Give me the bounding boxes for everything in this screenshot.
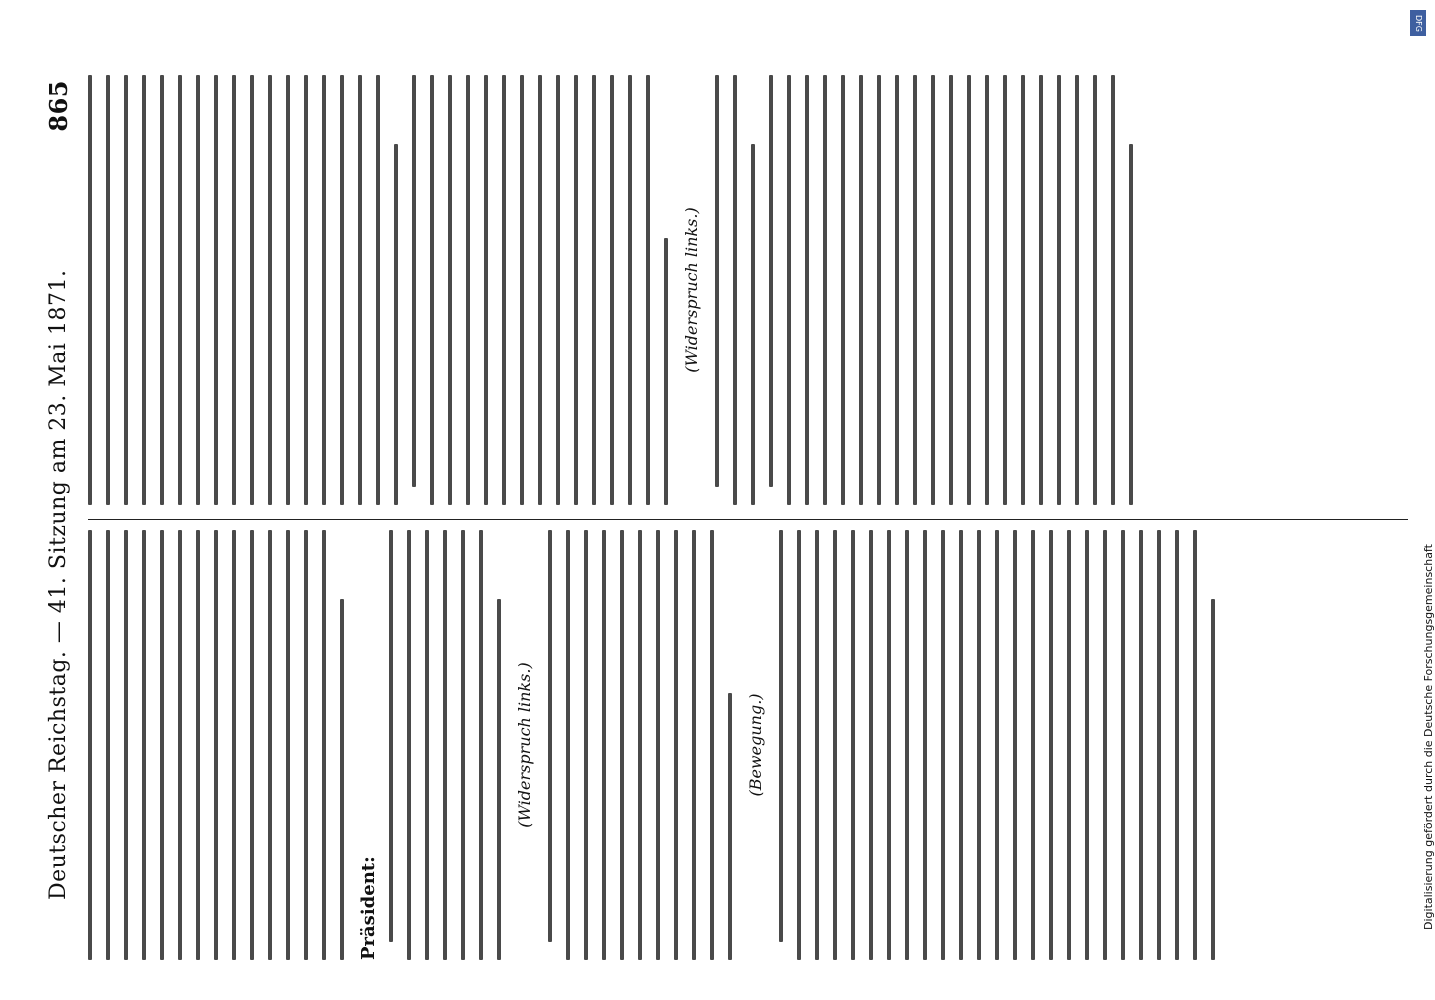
- running-title: Deutscher Reichstag. — 41. Sitzung am 23. Mai 1871.: [46, 269, 71, 900]
- running-header: [40, 60, 80, 960]
- right-column: [88, 75, 1408, 505]
- page-number: 865: [44, 80, 73, 132]
- left-column: [88, 530, 1408, 960]
- dfg-logo: DFG: [1410, 10, 1426, 36]
- paragraph: [548, 530, 732, 960]
- paragraph: [779, 530, 1215, 960]
- paragraph: [412, 75, 668, 505]
- column-divider: [88, 519, 1408, 520]
- paragraph: [715, 75, 755, 505]
- paragraph: [769, 75, 1133, 505]
- scanned-page: [40, 60, 1420, 960]
- paragraph: [88, 530, 344, 960]
- stage-direction: (Bewegung.): [746, 693, 765, 797]
- paragraph: [389, 530, 501, 960]
- speaker-president: Präsident:: [358, 856, 379, 960]
- stage-direction: (Widerspruch links.): [515, 662, 534, 828]
- digitization-credit-text: Digitalisierung gefördert durch die Deutsche Forschungsgemeinschaft: [1422, 544, 1435, 930]
- stage-direction: (Widerspruch links.): [682, 207, 701, 373]
- paragraph: [88, 75, 398, 505]
